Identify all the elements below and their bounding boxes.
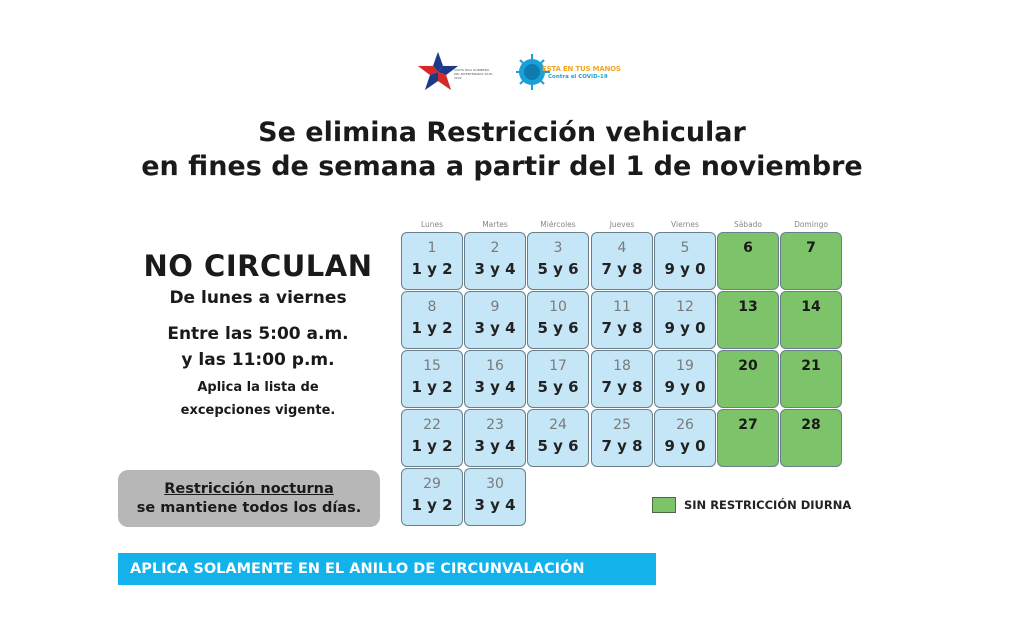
calendar-day-21 (780, 350, 842, 408)
day-number: 12 (676, 299, 694, 315)
calendar-day-30 (464, 468, 526, 526)
day-name-5: Sábado (733, 220, 763, 229)
calendar-day-28 (780, 409, 842, 467)
day-number: 24 (549, 417, 567, 433)
calendar-day-13 (717, 291, 779, 349)
day-number: 29 (423, 476, 441, 492)
plate-digits: 5 y 6 (537, 437, 579, 455)
calendar-day-1 (401, 232, 463, 290)
day-number: 13 (738, 299, 758, 315)
day-number: 3 (553, 240, 563, 256)
plate-digits: 7 y 8 (601, 319, 643, 337)
plate-digits: 1 y 2 (411, 260, 453, 278)
calendar-day-29 (401, 468, 463, 526)
plate-digits: 3 y 4 (474, 378, 516, 396)
plate-digits: 3 y 4 (474, 319, 516, 337)
day-number: 9 (490, 299, 500, 315)
plate-digits: 3 y 4 (474, 496, 516, 514)
day-number: 16 (486, 358, 504, 374)
day-number: 6 (743, 240, 753, 256)
calendar-day-11 (591, 291, 653, 349)
day-number: 27 (738, 417, 758, 433)
plate-digits: 1 y 2 (411, 378, 453, 396)
restriction-info (118, 246, 398, 418)
day-number: 4 (617, 240, 627, 256)
day-number: 30 (486, 476, 504, 492)
calendar-day-19 (654, 350, 716, 408)
day-number: 18 (613, 358, 631, 374)
plate-digits: 7 y 8 (601, 260, 643, 278)
no-circulan-title: NO CIRCULAN (143, 249, 373, 283)
calendar-day-6 (717, 232, 779, 290)
day-number: 11 (613, 299, 631, 315)
calendar-day-20 (717, 350, 779, 408)
hours-line-2: y las 11:00 p.m. (181, 350, 335, 370)
calendar-day-24 (527, 409, 589, 467)
plate-digits: 1 y 2 (411, 319, 453, 337)
day-name-4: Viernes (671, 220, 699, 229)
calendar-day-12 (654, 291, 716, 349)
calendar-day-10 (527, 291, 589, 349)
plate-digits: 9 y 0 (664, 378, 706, 396)
headline (0, 116, 1004, 184)
plate-digits: 1 y 2 (411, 437, 453, 455)
calendar-day-14 (780, 291, 842, 349)
legend-swatch (652, 497, 676, 513)
day-number: 28 (801, 417, 821, 433)
night-restriction-line-2: se mantiene todos los días. (136, 499, 362, 516)
calendar-day-9 (464, 291, 526, 349)
day-number: 22 (423, 417, 441, 433)
headline-line-2: en fines de semana a partir del 1 de noviembre (141, 151, 863, 182)
calendar-day-27 (717, 409, 779, 467)
day-name-0: Lunes (420, 220, 444, 229)
plate-digits: 9 y 0 (664, 437, 706, 455)
night-restriction-box (118, 470, 380, 527)
day-name-2: Miércoles (540, 220, 576, 229)
legend (652, 497, 851, 513)
plate-digits: 1 y 2 (411, 496, 453, 514)
calendar-day-16 (464, 350, 526, 408)
day-number: 25 (613, 417, 631, 433)
plate-digits: 5 y 6 (537, 260, 579, 278)
plate-digits: 9 y 0 (664, 260, 706, 278)
day-number: 17 (549, 358, 567, 374)
day-number: 14 (801, 299, 821, 315)
plate-digits: 9 y 0 (664, 319, 706, 337)
calendar-day-8 (401, 291, 463, 349)
day-number: 23 (486, 417, 504, 433)
exceptions-line-2: excepciones vigente. (180, 403, 336, 418)
ring-road-banner: APLICA SOLAMENTE EN EL ANILLO DE CIRCUNVALACIÓN (118, 553, 656, 585)
calendar-day-17 (527, 350, 589, 408)
day-number: 15 (423, 358, 441, 374)
day-number: 10 (549, 299, 567, 315)
plate-digits: 5 y 6 (537, 319, 579, 337)
calendar-day-25 (591, 409, 653, 467)
covid-campaign-subtitle: Contra el COVID-19 (548, 74, 608, 80)
weekdays-text: De lunes a viernes (169, 288, 347, 308)
calendar-day-2 (464, 232, 526, 290)
legend-label: SIN RESTRICCIÓN DIURNA (684, 498, 852, 512)
day-name-6: Domingo (794, 220, 828, 229)
logo-area (416, 50, 621, 94)
day-number: 26 (676, 417, 694, 433)
day-number: 21 (801, 358, 821, 374)
plate-digits: 7 y 8 (601, 437, 643, 455)
headline-line-1: Se elimina Restricción vehicular (258, 117, 746, 148)
day-number: 5 (680, 240, 690, 256)
calendar-day-5 (654, 232, 716, 290)
day-name-1: Martes (482, 220, 508, 229)
calendar-day-26 (654, 409, 716, 467)
day-number: 19 (676, 358, 694, 374)
plate-digits: 3 y 4 (474, 260, 516, 278)
plate-digits: 7 y 8 (601, 378, 643, 396)
day-number: 7 (806, 240, 816, 256)
hours-line-1: Entre las 5:00 a.m. (167, 324, 349, 344)
calendar-day-7 (780, 232, 842, 290)
calendar-day-23 (464, 409, 526, 467)
plate-digits: 3 y 4 (474, 437, 516, 455)
calendar-day-4 (591, 232, 653, 290)
night-restriction-line-1: Restricción nocturna (164, 480, 334, 497)
covid-campaign-title: ESTA EN TUS MANOS (542, 65, 621, 73)
government-logo-text: COSTA RICA GOBIERNO DEL BICENTENARIO 2018 - 2022 (454, 68, 494, 80)
plate-digits: 5 y 6 (537, 378, 579, 396)
exceptions-line-1: Aplica la lista de (197, 380, 319, 395)
calendar-day-22 (401, 409, 463, 467)
calendar-day-18 (591, 350, 653, 408)
day-number: 20 (738, 358, 758, 374)
day-number: 2 (490, 240, 500, 256)
day-name-3: Jueves (609, 220, 635, 229)
calendar-day-15 (401, 350, 463, 408)
day-number: 1 (427, 240, 437, 256)
day-number: 8 (427, 299, 437, 315)
calendar-day-3 (527, 232, 589, 290)
